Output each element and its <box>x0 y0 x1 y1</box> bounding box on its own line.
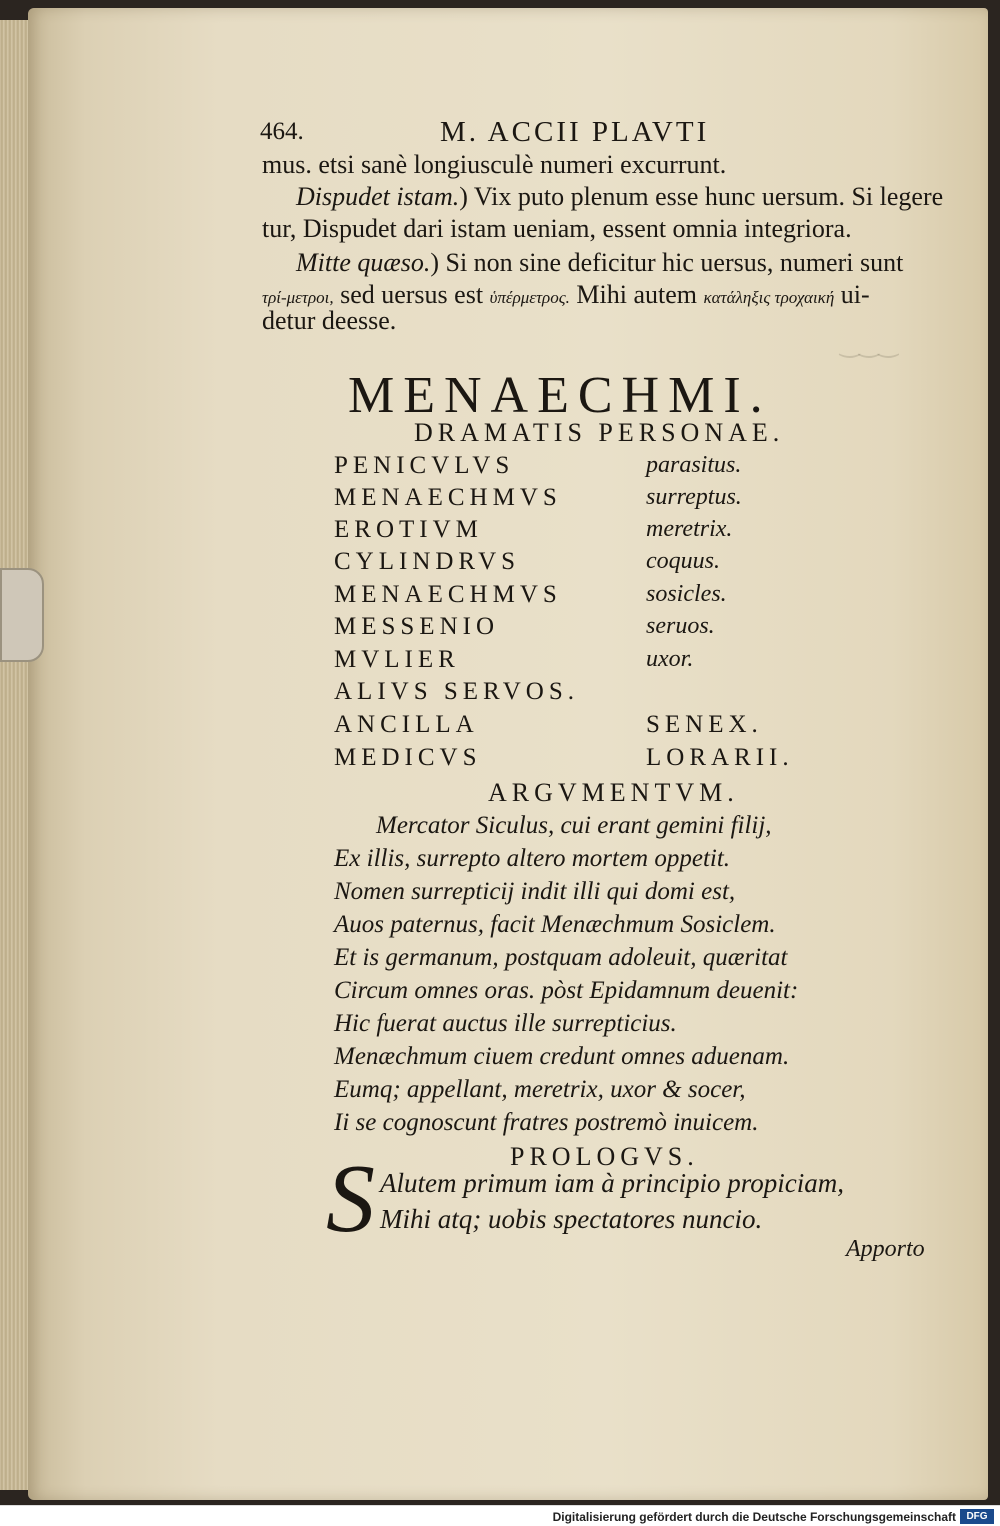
greek-text: τρί-μετροι, <box>262 288 334 307</box>
page-tab-clip <box>0 568 44 662</box>
prologus-heading: PROLOGVS. <box>510 1142 699 1171</box>
greek-text: ὑπέρμετρος. <box>489 288 570 307</box>
note-line: detur deesse. <box>262 306 397 335</box>
persona-name: CYLINDRVS <box>334 548 521 575</box>
persona-name: PENICVLVS <box>334 452 515 479</box>
note-line: tur, Dispudet dari istam ueniam, essent omnia integriora. <box>262 214 852 243</box>
note-label: Dispudet istam. <box>296 182 460 211</box>
prologue-line: Alutem primum iam à principio propiciam, <box>380 1168 844 1198</box>
drop-cap: S <box>326 1145 375 1253</box>
verse-line: Nomen surrepticij indit illi qui domi est, <box>334 878 736 905</box>
persona-name: EROTIVM <box>334 516 483 543</box>
catchword: Apporto <box>846 1236 925 1262</box>
persona-name: ANCILLA <box>334 711 479 738</box>
verse-line: Circum omnes oras. pòst Epidamnum deuenit: <box>334 977 799 1004</box>
play-title: MENAECHMI. <box>348 367 772 424</box>
footer-bar <box>0 1505 1000 1526</box>
verse-line: Eumq; appellant, meretrix, uxor & socer, <box>334 1076 746 1103</box>
page-number: 464. <box>260 118 304 145</box>
funding-credit: Digitalisierung gefördert durch die Deutsche Forschungsgemeinschaft <box>552 1510 956 1524</box>
greek-text: κατάληξις τροχαική <box>703 288 835 307</box>
persona-name: LORARII. <box>646 744 794 771</box>
note-line: τρί-μετροι, sed uersus est ὑπέρμετρος. Mihi autem κατάληξις τροχαική ui- <box>262 280 870 309</box>
note-line: mus. etsi sanè longiusculè numeri excurrunt. <box>262 150 727 179</box>
verse-line: Hic fuerat auctus ille surrepticius. <box>334 1010 677 1037</box>
persona-name: MENAECHMVS <box>334 484 562 511</box>
persona-role: surreptus. <box>646 484 742 510</box>
note-line: Dispudet istam.) Vix puto plenum esse hunc uersum. Si legere <box>296 182 944 211</box>
persona-name: SENEX. <box>646 711 763 738</box>
verse-line: Ii se cognoscunt fratres postremò inuicem. <box>334 1109 759 1136</box>
persona-name: MESSENIO <box>334 613 500 640</box>
note-label: Mitte quæso. <box>296 248 431 277</box>
verse-line: Auos paternus, facit Menæchmum Sosiclem. <box>334 911 776 938</box>
prologue-line: Mihi atq; uobis spectatores nuncio. <box>380 1204 763 1234</box>
persona-role: parasitus. <box>646 452 742 478</box>
persona-role: coquus. <box>646 548 720 574</box>
dramatis-heading: DRAMATIS PERSONAE. <box>414 418 785 447</box>
persona-role: uxor. <box>646 646 694 672</box>
persona-name: MVLIER <box>334 646 460 673</box>
verse-line: Mercator Siculus, cui erant gemini filij, <box>376 812 772 839</box>
dfg-logo-icon: DFG <box>960 1509 994 1524</box>
bleed-through: ‿‿‿ <box>840 332 898 358</box>
verse-line: Et is germanum, postquam adoleuit, quæritat <box>334 944 788 971</box>
verse-line: Ex illis, surrepto altero mortem oppetit. <box>334 845 731 872</box>
persona-name: MEDICVS <box>334 744 482 771</box>
verse-line: Menæchmum ciuem credunt omnes aduenam. <box>334 1043 790 1070</box>
persona-name: ALIVS SERVOS. <box>334 678 579 705</box>
argumentum-heading: ARGVMENTVM. <box>488 778 739 807</box>
persona-role: seruos. <box>646 613 715 639</box>
persona-role: meretrix. <box>646 516 733 542</box>
running-head-title: M. ACCII PLAVTI <box>440 116 710 148</box>
note-line: Mitte quæso.) Si non sine deficitur hic uersus, numeri sunt <box>296 248 904 277</box>
persona-role: sosicles. <box>646 581 727 607</box>
persona-name: MENAECHMVS <box>334 581 562 608</box>
